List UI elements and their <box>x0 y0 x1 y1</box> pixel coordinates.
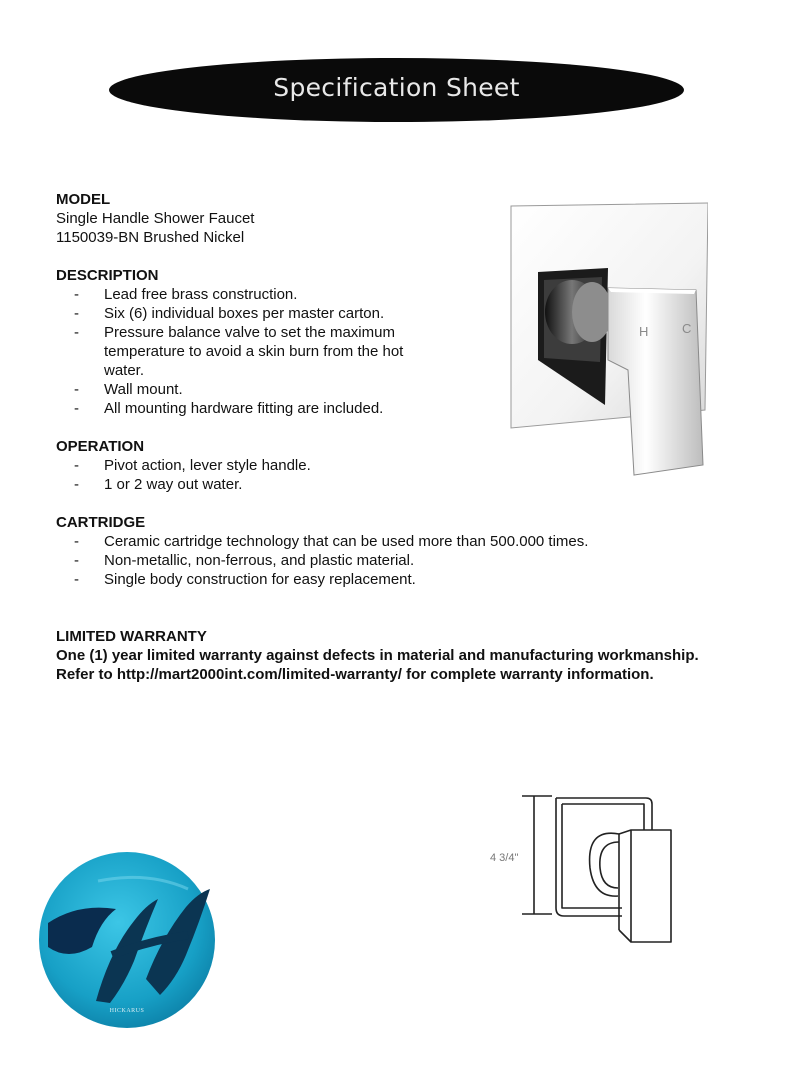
warranty-heading: LIMITED WARRANTY <box>56 628 207 645</box>
logo-brand-text: HICKARUS <box>109 1008 145 1014</box>
list-item: - 1 or 2 way out water. <box>74 476 243 493</box>
description-heading: DESCRIPTION <box>56 267 159 284</box>
list-item: - All mounting hardware fitting are included. <box>74 400 384 417</box>
model-number: 1150039-BN Brushed Nickel <box>56 229 245 246</box>
model-heading: MODEL <box>56 191 111 208</box>
warranty-line: One (1) year limited warranty against defects in material and manufacturing workmanship. <box>56 647 699 664</box>
list-item: - Single body construction for easy replacement. <box>74 571 416 588</box>
hot-label: H <box>639 324 649 339</box>
operation-heading: OPERATION <box>56 438 145 455</box>
list-item: - Pressure balance valve to set the maximum temperature to avoid a skin burn from the hot water. <box>74 324 404 379</box>
list-item: - Non-metallic, non-ferrous, and plastic material. <box>74 552 415 569</box>
dimension-drawing <box>486 790 686 950</box>
dimension-label: 4 3/4" <box>490 852 519 864</box>
list-item: - Pivot action, lever style handle. <box>74 457 311 474</box>
faucet-photo <box>508 200 708 478</box>
header-banner <box>109 58 684 122</box>
cartridge-heading: CARTRIDGE <box>56 514 146 531</box>
cartridge-list <box>56 532 756 589</box>
brand-logo <box>38 851 216 1029</box>
list-item: - Ceramic cartridge technology that can be used more than 500.000 times. <box>74 533 589 550</box>
list-item: - Six (6) individual boxes per master carton. <box>74 305 385 322</box>
list-item: - Lead free brass construction. <box>74 286 298 303</box>
model-name: Single Handle Shower Faucet <box>56 210 255 227</box>
warranty-link-line: Refer to http://mart2000int.com/limited-warranty/ for complete warranty information. <box>56 666 654 683</box>
page-title: Specification Sheet <box>273 73 520 102</box>
cold-label: C <box>682 321 692 336</box>
list-item: - Wall mount. <box>74 381 183 398</box>
